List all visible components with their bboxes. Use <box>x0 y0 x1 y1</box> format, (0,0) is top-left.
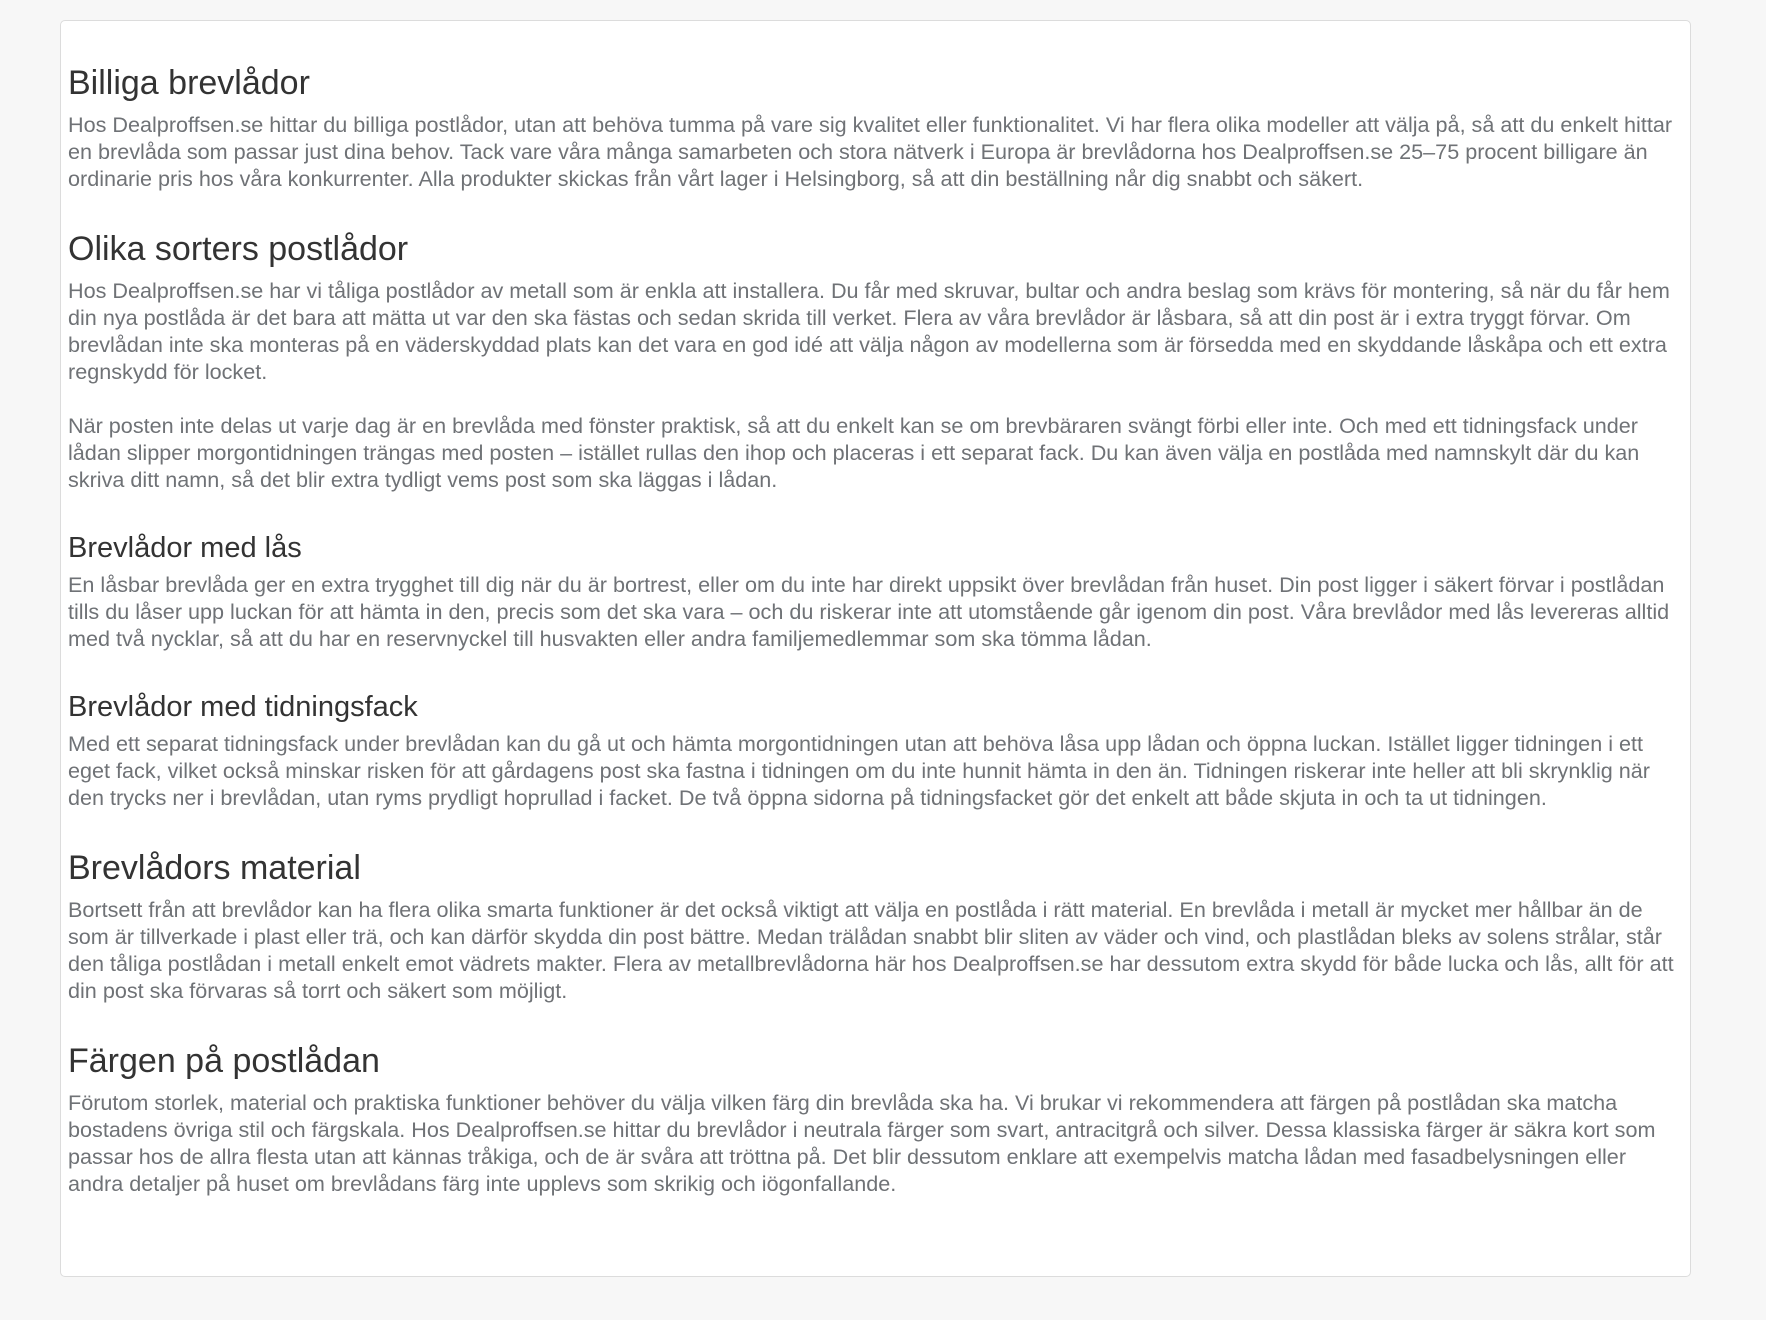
paragraph-brevlador-med-las: En låsbar brevlåda ger en extra trygghet till dig när du är bortrest, eller om du inte har direkt uppsikt över brevlådan från huset. Din post ligger i säkert förvar i postlådan tills du låser upp luckan för att hämta in den, precis som det ska vara – och du riskerar inte att utomstående går igenom din post. Våra brevlådor med lås levereras alltid med två nycklar, så att du har en reservnyckel till husvakten eller andra familjemedlemmar som ska tömma lådan. <box>68 572 1670 651</box>
heading-olika-sorters-postlador: Olika sorters postlådor <box>68 230 409 268</box>
heading-brevladors-material: Brevlådors material <box>68 849 361 887</box>
paragraph-fargen-pa-postladan: Förutom storlek, material och praktiska funktioner behöver du välja vilken färg din brevlåda ska ha. Vi brukar vi rekommendera att färgen på postlådan ska matcha bostadens övriga stil och färgskala. Hos Dealproffsen.se hittar du brevlådor i neutrala färger som svart, antracitgrå och silver. Dessa klassiska färger är säkra kort som passar hos de allra flesta utan att kännas tråkiga, och de är svåra att tröttna på. Det blir dessutom enklare att exempelvis matcha lådan med fasadbelysningen eller andra detaljer på huset om brevlådans färg inte upplevs som skrikig och iögonfallande. <box>68 1090 1656 1196</box>
section-brevlador-med-las <box>68 531 1684 652</box>
section-fargen-pa-postladan <box>68 1041 1684 1197</box>
paragraph-brevlador-med-tidningsfack: Med ett separat tidningsfack under brevlådan kan du gå ut och hämta morgontidningen utan att behöva låsa upp lådan och öppna luckan. Istället ligger tidningen i ett eget fack, vilket också minskar risken för att gårdagens post ska fastna i tidningen om du inte hunnit hämta in den än. Tidningen riskerar inte heller att bli skrynklig när den trycks ner i brevlådan, utan ryms prydligt hoprullad i facket. De två öppna sidorna på tidningsfacket gör det enkelt att både skjuta in och ta ut tidningen. <box>68 731 1650 810</box>
heading-brevlador-med-las: Brevlådor med lås <box>68 532 302 564</box>
heading-brevlador-med-tidningsfack: Brevlådor med tidningsfack <box>68 691 418 723</box>
paragraph-brevladors-material: Bortsett från att brevlådor kan ha flera olika smarta funktioner är det också viktigt att välja en postlåda i rätt material. En brevlåda i metall är mycket mer hållbar än de som är tillverkade i plast eller trä, och kan därför skydda din post bättre. Medan trälådan snabbt blir sliten av väder och vind, och plastlådan bleks av solens strålar, står den tåliga postlådan i metall enkelt emot vädrets makter. Flera av metallbrevlådorna här hos Dealproffsen.se har dessutom extra skydd för både lucka och lås, allt för att din post ska förvaras så torrt och säkert som möjligt. <box>68 897 1674 1003</box>
paragraph-olika-sorters-postlador-1: Hos Dealproffsen.se har vi tåliga postlådor av metall som är enkla att installera. Du får med skruvar, bultar och andra beslag som krävs för montering, så när du får hem din nya postlåda är det bara att mätta ut var den ska fästas och sedan skrida till verket. Flera av våra brevlådor är låsbara, så att din post är i extra tryggt förvar. Om brevlådan inte ska monteras på en väderskyddad plats kan det vara en god idé att välja någon av modellerna som är försedda med en skyddande låskåpa och ett extra regnskydd för locket. <box>68 278 1670 384</box>
paragraph-billiga-brevlador: Hos Dealproffsen.se hittar du billiga postlådor, utan att behöva tumma på vare sig kvalitet eller funktionalitet. Vi har flera olika modeller att välja på, så att du enkelt hittar en brevlåda som passar just dina behov. Tack vare våra många samarbeten och stora nätverk i Europa är brevlådorna hos Dealproffsen.se 25–75 procent billigare än ordinarie pris hos våra konkurrenter. Alla produkter skickas från vårt lager i Helsingborg, så att din beställning når dig snabbt och säkert. <box>68 112 1673 191</box>
heading-billiga-brevlador: Billiga brevlådor <box>68 64 310 102</box>
section-billiga-brevlador <box>68 63 1684 192</box>
content-card <box>60 20 1691 1277</box>
section-olika-sorters-postlador <box>68 229 1684 493</box>
section-brevlador-med-tidningsfack <box>68 690 1684 811</box>
paragraph-olika-sorters-postlador-2: När posten inte delas ut varje dag är en brevlåda med fönster praktisk, så att du enkelt kan se om brevbäraren svängt förbi eller inte. Och med ett tidningsfack under lådan slipper morgontidningen trängas med posten – istället rullas den ihop och placeras i ett separat fack. Du kan även välja en postlåda med namnskylt där du kan skriva ditt namn, så det blir extra tydligt vems post som ska läggas i lådan. <box>68 413 1640 492</box>
section-brevladors-material <box>68 848 1684 1004</box>
heading-fargen-pa-postladan: Färgen på postlådan <box>68 1042 380 1080</box>
